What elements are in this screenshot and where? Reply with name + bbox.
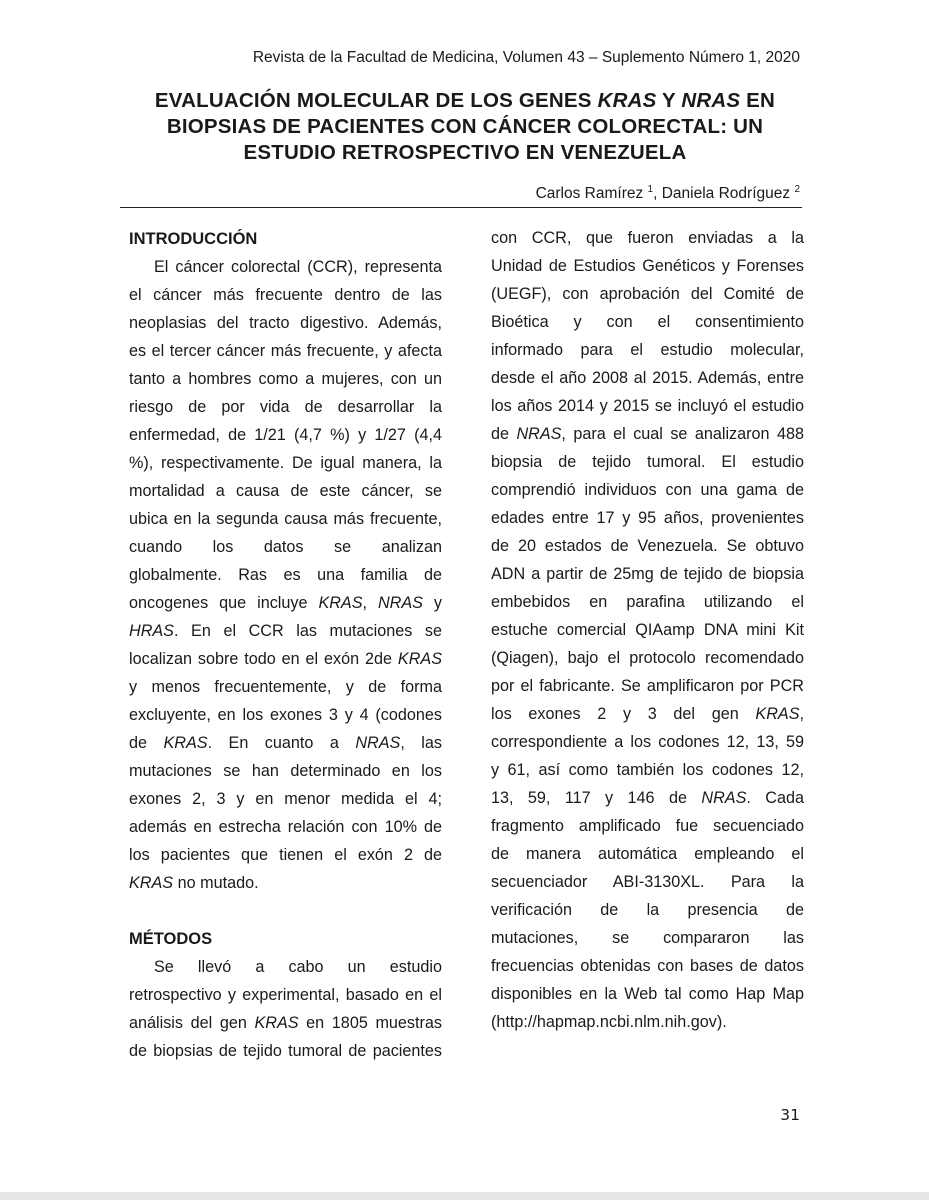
text-line: de 20 estados de Venezuela. Se obtuvo: [491, 537, 804, 555]
gene-name: NRAS: [516, 425, 562, 443]
title-line-3: ESTUDIO RETROSPECTIVO EN VENEZUELA: [243, 141, 687, 164]
gene-name: KRAS: [397, 650, 442, 668]
author-name: Daniela Rodríguez: [661, 185, 795, 202]
article-title: [110, 88, 820, 166]
text-run: . Cada: [746, 789, 804, 807]
text-line: mutaciones se han determinado en los: [129, 762, 442, 780]
text-line: [129, 729, 442, 757]
text-line: neoplasias del tracto digestivo. Además,: [129, 314, 442, 332]
text-line: [129, 617, 442, 645]
title-line-1: [110, 88, 820, 114]
text-line: [129, 589, 442, 617]
text-line: los pacientes que tienen el exón 2 de: [129, 846, 442, 864]
text-line: (Qiagen), bajo el protocolo recomendado: [491, 649, 804, 667]
text-line: frecuencias obtenidas con bases de datos: [491, 957, 804, 975]
text-run: de: [129, 734, 164, 752]
text-line: excluyente, en los exones 3 y 4 (codones: [129, 706, 442, 724]
section-heading-methods: MÉTODOS: [129, 930, 213, 948]
gene-name: KRAS: [254, 1014, 299, 1032]
gene-name: NRAS: [355, 734, 401, 752]
text-line: secuenciador ABI-3130XL. Para la: [491, 873, 804, 891]
text-line: además en estrecha relación con 10% de: [129, 818, 442, 836]
title-line-2: BIOPSIAS DE PACIENTES CON CÁNCER COLORECTAL: UN: [166, 115, 764, 138]
text-line: [491, 420, 804, 448]
text-line: Bioética y con el consentimiento: [491, 313, 804, 331]
text-line: biopsia de tejido tumoral. El estudio: [491, 453, 804, 471]
text-line: ADN a partir de 25mg de tejido de biopsia: [491, 565, 804, 583]
text-line: informado para el estudio molecular,: [491, 341, 804, 359]
text-line: de manera automática empleando el: [491, 845, 804, 863]
right-column: [491, 224, 804, 1036]
gene-name: KRAS: [597, 89, 657, 112]
section-heading-introduction: INTRODUCCIÓN: [129, 230, 258, 248]
text-line: es el tercer cáncer más frecuente, y afecta: [129, 342, 442, 360]
text-run: y: [422, 594, 443, 612]
text-line: y menos frecuentemente, y de forma: [129, 678, 442, 696]
text-line: [129, 645, 442, 673]
text-run: análisis del gen: [129, 1014, 255, 1032]
text-run: . En cuanto a: [207, 734, 356, 752]
text-line: cuando los datos se analizan: [129, 538, 442, 556]
text-run: 13, 59, 117 y 146 de: [491, 789, 702, 807]
affiliation-mark: 1: [647, 184, 654, 195]
title-text: EN: [740, 89, 776, 112]
text-line: de biopsias de tejido tumoral de pacientes: [129, 1042, 442, 1060]
text-run: los exones 2 y 3 del gen: [491, 705, 756, 723]
gene-name: NRAS: [701, 789, 747, 807]
text-line: embebidos en parafina utilizando el: [491, 593, 804, 611]
text-line: Se llevó a cabo un estudio: [154, 958, 442, 976]
text-line: fragmento amplificado fue secuenciado: [491, 817, 804, 835]
text-line: disponibles en la Web tal como Hap Map: [491, 985, 804, 1003]
text-line: [129, 869, 442, 897]
text-line: mortalidad a causa de este cáncer, se: [129, 482, 442, 500]
text-line: por el fabricante. Se amplificaron por PCR: [491, 677, 804, 695]
text-line: mutaciones, se compararon las: [491, 929, 804, 947]
text-run: , para el cual se analizaron 488: [561, 425, 804, 443]
text-run: de: [491, 425, 517, 443]
text-line: tanto a hombres como a mujeres, con un: [129, 370, 442, 388]
page-number: 31: [780, 1106, 800, 1124]
text-run: oncogenes que incluye: [129, 594, 319, 612]
gene-name: KRAS: [318, 594, 363, 612]
text-line: y 61, así como también los codones 12,: [491, 761, 804, 779]
text-run: en 1805 muestras: [298, 1014, 443, 1032]
text-line: ubica en la segunda causa más frecuente,: [129, 510, 442, 528]
text-line: exones 2, 3 y en menor medida el 4;: [129, 790, 442, 808]
journal-header: Revista de la Facultad de Medicina, Volumen 43 – Suplemento Número 1, 2020: [252, 49, 800, 66]
text-run: no mutado.: [173, 874, 259, 892]
gene-name: HRAS: [129, 622, 174, 640]
text-line: Unidad de Estudios Genéticos y Forenses: [491, 257, 804, 275]
text-line: los años 2014 y 2015 se incluyó el estudio: [491, 397, 804, 415]
affiliation-mark: 2: [794, 184, 800, 195]
author-list: [0, 184, 800, 204]
text-run: , las: [400, 734, 442, 752]
gene-name: NRAS: [681, 89, 741, 112]
text-line: verificación de la presencia de: [491, 901, 804, 919]
gene-name: KRAS: [129, 874, 174, 892]
text-line: con CCR, que fueron enviadas a la: [491, 229, 804, 247]
text-run: . En el CCR las mutaciones se: [173, 622, 442, 640]
text-line: retrospectivo y experimental, basado en el: [129, 986, 442, 1004]
text-run: ,: [799, 705, 804, 723]
text-line: enfermedad, de 1/21 (4,7 %) y 1/27 (4,4: [129, 426, 442, 444]
text-line: %), respectivamente. De igual manera, la: [129, 454, 442, 472]
left-column: [129, 225, 442, 1065]
gene-name: NRAS: [377, 594, 423, 612]
text-line: globalmente. Ras es una familia de: [129, 566, 442, 584]
paragraph-gap: [129, 897, 442, 925]
text-line: el cáncer más frecuente dentro de las: [129, 286, 442, 304]
text-line-url: (http://hapmap.ncbi.nlm.nih.gov).: [491, 1013, 727, 1031]
gene-name: KRAS: [755, 705, 800, 723]
author-name: Carlos Ramírez: [535, 185, 648, 202]
header-divider: [120, 207, 802, 208]
text-line: riesgo de por vida de desarrollar la: [129, 398, 442, 416]
text-line: [491, 700, 804, 728]
text-line: correspondiente a los codones 12, 13, 59: [491, 733, 804, 751]
text-line: edades entre 17 y 95 años, provenientes: [491, 509, 804, 527]
author-separator: ,: [653, 185, 662, 202]
text-line: [129, 1009, 442, 1037]
text-line: desde el año 2008 al 2015. Además, entre: [491, 369, 804, 387]
text-run: localizan sobre todo en el exón 2de: [129, 650, 398, 668]
gene-name: KRAS: [163, 734, 208, 752]
text-line: comprendió individuos con una gama de: [491, 481, 804, 499]
text-line: [491, 784, 804, 812]
text-run: ,: [362, 594, 378, 612]
title-text: Y: [656, 89, 682, 112]
text-line: (UEGF), con aprobación del Comité de: [491, 285, 804, 303]
text-line: estuche comercial QIAamp DNA mini Kit: [491, 621, 804, 639]
text-line: El cáncer colorectal (CCR), representa: [154, 258, 442, 276]
page-bottom-edge: [0, 1192, 929, 1200]
title-text: EVALUACIÓN MOLECULAR DE LOS GENES: [154, 89, 598, 112]
